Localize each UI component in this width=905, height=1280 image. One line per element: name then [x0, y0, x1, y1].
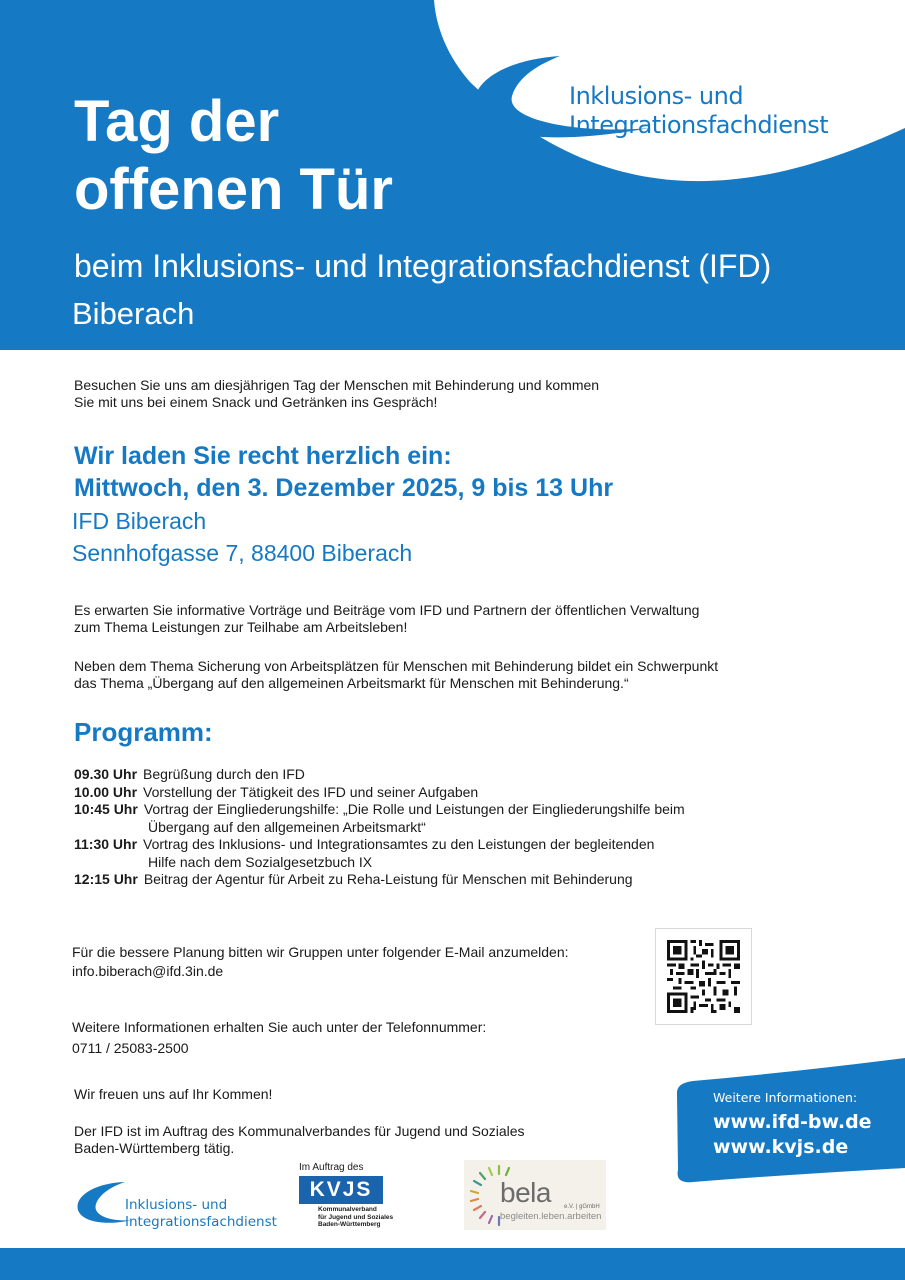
program-item [74, 766, 794, 784]
program-time: 10.00 Uhr [74, 783, 138, 800]
intro-line-2: Sie mit uns bei einem Snack und Getränken ins Gespräch! [74, 394, 438, 410]
program-item [74, 836, 794, 854]
subtitle: beim Inklusions- und Integrationsfachdienst (IFD) [74, 248, 772, 284]
qr-code[interactable] [655, 928, 752, 1025]
mandate-note [74, 1123, 594, 1157]
program-text: Vortrag des Inklusions- und Integrationsamtes zu den Leistungen der begleitenden [143, 836, 655, 852]
program-text: Vortrag der Eingliederungshilfe: „Die Rolle und Leistungen der Eingliederungshilfe beim [143, 801, 685, 817]
kvjs-mandate-label: Im Auftrag des [299, 1162, 364, 1173]
title-line-1: Tag der [74, 89, 280, 154]
program-time: 09.30 Uhr [74, 766, 138, 782]
contact-phone[interactable]: 0711 / 25083-2500 [72, 1040, 189, 1056]
footer-bar [0, 1248, 905, 1280]
program-time: 12:15 Uhr [74, 871, 138, 887]
event-date: Mittwoch, den 3. Dezember 2025, 9 bis 13 Uhr [74, 474, 614, 502]
info-box [713, 1089, 872, 1160]
program-text: Begrüßung durch den IFD [143, 766, 305, 782]
bela-legal-form: e.V. | gGmbH [564, 1204, 600, 1210]
venue-name: IFD Biberach [72, 508, 207, 534]
logo-line-2: Integrationsfachdienst [569, 111, 829, 139]
kvjs-logo-subtitle: Kommunalverband für Jugend und Soziales Baden-Württemberg [318, 1206, 394, 1228]
details-line: das Thema „Übergang auf den allgemeinen Arbeitsmarkt für Menschen mit Behinderung.“ [74, 675, 629, 691]
program-list [74, 766, 794, 889]
program-text: Beitrag der Agentur für Arbeit zu Reha-Leistung für Menschen mit Behinderung [143, 871, 633, 887]
invitation-headline: Wir laden Sie recht herzlich ein: [74, 442, 452, 470]
ifd-footer-logo-text [125, 1197, 277, 1231]
registration-note: Für die bessere Planung bitten wir Gruppen unter folgender E-Mail anzumelden: [72, 944, 569, 960]
details-paragraph-1 [74, 602, 794, 636]
kvjs-logo: KVJS [299, 1176, 383, 1204]
program-item [74, 784, 794, 802]
page-title [74, 88, 494, 224]
header-banner [0, 0, 905, 350]
info-box-label: Weitere Informationen: [713, 1090, 858, 1105]
program-text-continued: Übergang auf den allgemeinen Arbeitsmarkt“ [148, 818, 426, 835]
details-paragraph-2 [74, 658, 794, 692]
venue-address: Sennhofgasse 7, 88400 Biberach [72, 540, 413, 566]
mandate-line-2: Baden-Württemberg tätig. [74, 1140, 235, 1156]
phone-info-note: Weitere Informationen erhalten Sie auch unter der Telefonnummer: [72, 1019, 487, 1035]
footer-logo-line-2: Integrationsfachdienst [125, 1214, 277, 1230]
title-line-2: offenen Tür [74, 157, 393, 222]
kvjs-website-link[interactable]: www.kvjs.de [713, 1136, 849, 1158]
program-heading: Programm: [74, 717, 213, 747]
qr-code-icon [667, 940, 740, 1013]
program-time: 10:45 Uhr [74, 801, 138, 817]
program-time: 11:30 Uhr [74, 836, 138, 852]
program-text: Vorstellung der Tätigkeit des IFD und seiner Aufgaben [143, 783, 479, 800]
intro-line-1: Besuchen Sie uns am diesjährigen Tag der Menschen mit Behinderung und kommen [74, 377, 600, 393]
ifd-logo-text [569, 82, 828, 140]
ifd-website-link[interactable]: www.ifd-bw.de [713, 1111, 872, 1133]
bela-tagline: begleiten.leben.arbeiten [500, 1211, 602, 1222]
details-line: Neben dem Thema Sicherung von Arbeitsplätzen für Menschen mit Behinderung bildet ein Schwerpunkt [74, 658, 719, 674]
bela-logo-wordmark: bela [500, 1177, 551, 1208]
details-line: zum Thema Leistungen zur Teilhabe am Arbeitsleben! [74, 619, 408, 635]
city-label: Biberach [72, 296, 195, 331]
program-item [74, 801, 794, 819]
program-text-continued: Hilfe nach dem Sozialgesetzbuch IX [148, 853, 373, 870]
logo-line-1: Inklusions- und [569, 82, 744, 110]
closing-welcome: Wir freuen uns auf Ihr Kommen! [74, 1086, 273, 1102]
footer-logo-line-1: Inklusions- und [125, 1197, 228, 1213]
mandate-line-1: Der IFD ist im Auftrag des Kommunalverbandes für Jugend und Soziales [74, 1123, 525, 1139]
program-item [74, 871, 794, 889]
intro-paragraph [74, 377, 694, 411]
details-line: Es erwarten Sie informative Vorträge und Beiträge vom IFD und Partnern der öffentlichen Verwaltung [74, 602, 700, 618]
contact-email-link[interactable]: info.biberach@ifd.3in.de [72, 963, 224, 979]
